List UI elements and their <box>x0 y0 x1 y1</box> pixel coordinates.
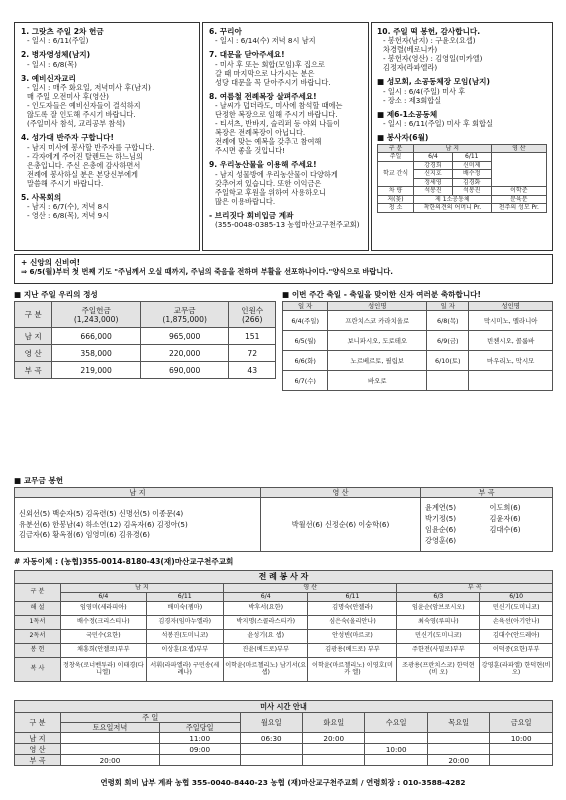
notices-column-1 <box>14 22 200 251</box>
table-row <box>15 328 276 345</box>
table-cell: 09:00 <box>159 744 240 755</box>
table-cell: 빈첸시오, 콜룸바 <box>469 331 553 351</box>
notice-title: 2. 병자영성체(남지) <box>21 50 91 60</box>
table-cell: 임영미(세라피아) <box>61 601 147 615</box>
saints-table <box>282 301 553 391</box>
table-row <box>283 331 553 351</box>
header-total: (1,875,000) <box>162 314 207 324</box>
table-cell: 심은숙(올리안나) <box>308 615 397 629</box>
date-header: 6/4 <box>61 592 147 601</box>
table-cell: 10:00 <box>365 744 427 755</box>
notice-title: 10. 주일 떡 봉헌, 감사합니다. <box>377 27 481 36</box>
col-header: 일 자 <box>283 302 328 311</box>
row-label: 차 량 <box>378 187 414 196</box>
notice-line: - 남지 : 6/7(수), 저녁 8시 <box>27 202 110 212</box>
saints-section <box>282 290 553 391</box>
table-row <box>15 615 553 629</box>
notice-title: 1. 그랏츠 주일 2차 헌금 <box>21 27 104 36</box>
table-cell: 민신기(도미니코) <box>480 601 553 615</box>
table-row <box>15 657 553 681</box>
col-header: 영 산 <box>491 144 546 153</box>
table-row <box>15 744 553 755</box>
table-cell: 이덕중(요한)부부 <box>480 643 553 657</box>
table-cell: 채흥희(안젤로)부부 <box>61 643 147 657</box>
notice-line: (355-0048-0385-13 농협마산교구천주교회) <box>215 220 360 230</box>
col-header: 영 산 <box>261 488 421 498</box>
table-row <box>15 629 553 643</box>
table-cell: 6/8(목) <box>427 311 469 331</box>
table-cell: 690,000 <box>140 362 229 379</box>
table-cell: 151 <box>229 328 276 345</box>
col-header <box>229 302 276 328</box>
table-cell: 박지명(스콜라스티카) <box>223 615 308 629</box>
table-cell <box>240 755 302 766</box>
donor-line: 김금자(6) 황옥점(6) 임영미(6) 김유경(6) <box>19 530 150 540</box>
table-cell: 6/4(주일) <box>283 311 328 331</box>
notice-line: 주일학교 후원을 위하여 사용하오니 <box>215 187 327 197</box>
table-cell: 임윤순(암브로시오) <box>397 601 480 615</box>
notice-title: 4. 성가대 반주자 구합니다! <box>21 133 114 143</box>
row-label: 봉 헌 <box>15 643 61 657</box>
date-header: 6/4 <box>223 592 308 601</box>
table-row <box>15 755 553 766</box>
table-cell: 11:00 <box>159 733 240 744</box>
table-cell <box>427 733 489 744</box>
table-cell: 강경희 <box>414 161 453 170</box>
notice-item <box>21 133 193 187</box>
table-cell: 프란치스코 카라치올로 <box>328 311 427 331</box>
notice-list <box>209 27 362 229</box>
table-cell: 6/10(토) <box>427 351 469 371</box>
notice-line: - 미사 후 또는 회합(모임)후 집으로 <box>215 59 325 69</box>
col-header: 금요일 <box>490 713 553 733</box>
notice-title: ■ 성모회, 소공동체장 모임(남지) <box>377 77 490 87</box>
table-cell: 43 <box>229 362 276 379</box>
section-title: ■ 지난 주일 우리의 정성 <box>14 290 98 299</box>
notice-line: - 일시 : 6/14(수) 저녁 8시 남지 <box>215 36 316 46</box>
table-cell: 손육선(아기안나) <box>480 615 553 629</box>
bugok-donors <box>421 498 553 552</box>
footer-account: 연령회 회비 납부 계좌 농협 355-0040-8440-23 농협 (재)마산교구천주교회 / 연령회장 : 010-3588-4282 <box>100 778 466 787</box>
volunteer-table <box>377 144 547 213</box>
notice-line: 전례에 맞는 예복을 갖추고 참여해 <box>215 137 322 147</box>
notices-column-3 <box>371 22 553 251</box>
table-cell: 6/6(화) <box>283 351 328 371</box>
table-cell: 국민수(요한) <box>61 629 147 643</box>
table-cell: 노르베르토, 필립보 <box>328 351 427 371</box>
table-cell: 06:30 <box>240 733 302 744</box>
notice-line: 주시면 좋을 것입니다! <box>215 146 285 156</box>
table-cell: 막시미노, 멜라니아 <box>469 311 553 331</box>
service-table <box>14 570 553 682</box>
notice-line: 전례에 봉사하실 분은 본당신부에게 <box>27 169 139 179</box>
table-cell: 신지호 <box>414 170 453 179</box>
table-cell: 배수정(크리스티나) <box>61 615 147 629</box>
row-label: 부 곡 <box>15 755 61 766</box>
notice-title: 3. 예비신자교리 <box>21 73 76 83</box>
notice-line: 차경렬(베로니카) <box>383 45 438 55</box>
row-label: 영 산 <box>15 345 52 362</box>
table-cell <box>303 744 365 755</box>
notice-line: - 티셔츠, 반바지, 슬리퍼 등 야외 나들이 <box>215 119 341 129</box>
table-cell: 6/5(월) <box>283 331 328 351</box>
table-cell: 조광용(프란치스코) 한덕현(비 오) <box>397 657 480 681</box>
donor-line: 유분선(6) 한봉남(4) 하소연(12) 김옥자(6) 김정아(5) <box>19 519 188 529</box>
col-header: 목요일 <box>427 713 489 733</box>
table-cell: 6/7(수) <box>283 371 328 391</box>
row-label: 1독서 <box>15 615 61 629</box>
table-cell <box>159 755 240 766</box>
header-total: (266) <box>241 314 263 324</box>
notice-line: - 일시 : 매주 화요일, 저녁미사 후(남지) <box>27 83 151 93</box>
table-cell <box>61 733 160 744</box>
donor-name: 강영훈(6) <box>425 535 457 545</box>
notice-title: 5. 사목회의 <box>21 192 62 202</box>
notice-line: - 일시 : 6/8(목) <box>27 59 77 69</box>
col-header: 토요일저녁 <box>61 723 160 733</box>
table-cell <box>365 755 427 766</box>
table-cell: 김광용(베드로) 부부 <box>308 643 397 657</box>
notice-line: - 인도자들은 예비신자들이 결석하지 <box>27 101 141 111</box>
notice-line: 말씀해 주시기 바랍니다. <box>27 178 104 188</box>
table-cell: 666,000 <box>52 328 141 345</box>
col-header: 영 산 <box>223 584 397 593</box>
service-section <box>14 570 553 682</box>
notice-line: - 봉헌자(영산) : 김영일(미카엘) <box>383 54 483 64</box>
notice-item <box>21 27 193 45</box>
col-header: 주일당일 <box>159 723 240 733</box>
notice-line: 김정자(라파엘라) <box>383 63 438 73</box>
notice-community <box>377 110 547 128</box>
table-cell: 문육분 <box>491 195 546 204</box>
date-header: 6/3 <box>397 592 480 601</box>
table-cell: 강영훈(라파엘) 한덕현(비 오) <box>480 657 553 681</box>
table-cell <box>61 744 160 755</box>
notice-10 <box>377 27 547 72</box>
table-cell: 358,000 <box>52 345 141 362</box>
gyomu-section <box>14 476 553 552</box>
donor-name: 임윤순(6) <box>425 524 457 534</box>
notice-item <box>21 193 193 220</box>
auto-transfer-account: # 자동이체 : (농협)355-0014-8180-43(재)마산교구천주교회 <box>14 557 234 566</box>
row-label: 주일 <box>378 153 414 162</box>
table-cell: 220,000 <box>140 345 229 362</box>
col-header: 구 분 <box>15 584 61 602</box>
table-row <box>15 345 276 362</box>
table-cell: 20:00 <box>303 733 365 744</box>
volunteer-title: ■ 봉사자(6월) <box>377 133 429 143</box>
table-row <box>283 371 553 391</box>
table-row <box>15 601 553 615</box>
row-label: 남 지 <box>15 733 61 744</box>
mass-table <box>14 700 553 766</box>
row-label: 남 지 <box>15 328 52 345</box>
donor-name: 윤계연(5) <box>425 503 457 513</box>
notice-item <box>209 27 362 45</box>
donor-name: 박기정(5) <box>425 514 457 524</box>
table-cell: 배수정 <box>452 170 491 179</box>
notices-column-2 <box>202 22 369 251</box>
namji-donors <box>15 498 261 552</box>
table-cell: 최숙영(루피나) <box>397 615 480 629</box>
table-cell: 마우리노, 막시모 <box>469 351 553 371</box>
notice-line: (주일미사 참석, 교리공부 참석) <box>27 119 126 129</box>
row-label: 2독서 <box>15 629 61 643</box>
gyomu-table <box>14 487 553 552</box>
notice-title: 7. 대문을 닫아주세요! <box>209 50 285 60</box>
section-title: ■ 교무금 봉헌 <box>14 476 64 485</box>
notice-line: - 장소 : 제3회합실 <box>383 95 442 105</box>
offering-table <box>14 301 276 379</box>
table-cell: 석봉진(도미니코) <box>146 629 223 643</box>
table-cell: 김경화 <box>452 178 491 187</box>
col-header <box>52 302 141 328</box>
table-cell: 진윤(베드로)부부 <box>223 643 308 657</box>
notice-item <box>209 50 362 86</box>
notice-line: 은총입니다. 주신 은총에 감사하면서 <box>27 160 141 170</box>
header-label: 교무금 <box>173 305 196 315</box>
table-cell: 김명숙(안젤라) <box>308 601 397 615</box>
offering-section <box>14 290 276 379</box>
table-cell: 20:00 <box>427 755 489 766</box>
table-row <box>15 362 276 379</box>
table-cell <box>427 371 469 391</box>
row-label: 부 곡 <box>15 362 52 379</box>
table-cell: 10:00 <box>490 733 553 744</box>
table-cell: 72 <box>229 345 276 362</box>
table-cell: 제 1소공동체 <box>414 195 492 204</box>
col-header: 부 곡 <box>397 584 553 593</box>
donor-name: 이도희(6) <box>489 503 521 513</box>
table-cell: 안성빈(마르코) <box>308 629 397 643</box>
notice-line: - 일시 : 6/4(주일) 미사 후 <box>383 86 466 96</box>
notice-line: - 영산 : 6/8(목), 저녁 9시 <box>27 211 110 221</box>
table-cell: 김경자(임마누엘라) <box>146 615 223 629</box>
notice-line: - 각자에게 주어진 탈렌트는 하느님의 <box>27 151 143 161</box>
table-cell: 윤성기(요 셉) <box>223 629 308 643</box>
notice-item <box>209 211 362 229</box>
header-label: 주일헌금 <box>81 305 111 315</box>
notice-line: - 일시 : 6/11(주일) 미사 후 회합실 <box>383 119 493 129</box>
notice-title: ■ 제6-1소공동체 <box>377 109 438 119</box>
col-header: 구 분 <box>15 713 61 733</box>
row-label: 복 사 <box>15 657 61 681</box>
table-cell <box>240 744 302 755</box>
mass-title: 미사 시간 안내 <box>15 701 553 713</box>
notice-line: - 남지 미사에 봉사할 반주자를 구합니다. <box>27 142 155 152</box>
date-header: 6/11 <box>146 592 223 601</box>
table-cell: 서휘(라파엘라) 구민송(세례나) <box>146 657 223 681</box>
col-header: 성인명 <box>328 302 427 311</box>
table-row <box>15 733 553 744</box>
header-label: 인원수 <box>241 305 264 315</box>
notice-item <box>209 92 362 155</box>
date-header: 6/11 <box>308 592 397 601</box>
table-cell <box>303 755 365 766</box>
table-cell: 주한전(사밀로)부부 <box>397 643 480 657</box>
notice-line: 단정한 복장으로 임해 주시기 바랍니다. <box>215 110 338 120</box>
table-cell: 6/9(금) <box>427 331 469 351</box>
col-header: 남 지 <box>15 488 261 498</box>
row-label: 학교 간식 <box>378 161 414 187</box>
row-label: 청 소 <box>378 204 414 213</box>
table-cell: 보니파시오, 도로테오 <box>328 331 427 351</box>
notice-line: 갈 때 마지막으로 나가시는 분은 <box>215 68 315 78</box>
table-cell <box>490 744 553 755</box>
notice-line: - 날씨가 덥더라도, 미사에 참석할 때에는 <box>215 101 343 111</box>
col-header: 월요일 <box>240 713 302 733</box>
notice-text: ⇒ 6/5(월)부터 첫 번째 기도 "주님께서 오실 때까지, 주님의 죽음을 전하며 부활을 선포하나이다."양식으로 바랍니다. <box>21 267 393 277</box>
table-cell: 민신기(도미니코) <box>397 629 480 643</box>
table-cell: 석봉진 <box>414 187 453 196</box>
table-cell <box>490 755 553 766</box>
donor-name: 김윤자(6) <box>489 514 521 524</box>
donor-name: 김대수(6) <box>489 524 521 534</box>
table-cell: 바오로 <box>328 371 427 391</box>
table-row <box>283 351 553 371</box>
mass-section <box>14 700 553 766</box>
col-header: 화요일 <box>303 713 365 733</box>
notice-item <box>21 50 193 68</box>
table-cell: 이학윤(마르첼리노) 이영호(미 카 엘) <box>308 657 397 681</box>
table-cell: 219,000 <box>52 362 141 379</box>
notice-item <box>21 74 193 128</box>
notice-line: 성당 대문을 꼭 닫아주시기 바랍니다. <box>215 77 331 87</box>
table-cell: 이학윤(마르첼리노) 남기서(요 셉) <box>223 657 308 681</box>
date-cell: 6/4 <box>414 153 453 162</box>
col-header <box>140 302 229 328</box>
table-cell: 이학준 <box>491 187 546 196</box>
empty-cell <box>491 153 546 187</box>
notice-line: - 남지 성물방에 우리농산물이 다양하게 <box>215 169 338 179</box>
table-row <box>15 643 553 657</box>
table-cell <box>469 371 553 391</box>
notice-list <box>21 27 193 220</box>
notice-heading: + 신앙의 신비여! <box>21 258 81 267</box>
date-cell: 6/11 <box>452 153 491 162</box>
table-cell: 박후서(요한) <box>223 601 308 615</box>
table-cell <box>427 744 489 755</box>
table-cell <box>365 733 427 744</box>
col-header: 부 곡 <box>421 488 553 498</box>
notice-title: 6. 꾸리아 <box>209 27 242 36</box>
table-cell: 정창욱(로너벤투라) 이태경(다니엘) <box>61 657 147 681</box>
notice-title: 9. 우리농산물을 이용해 주세요! <box>209 160 317 170</box>
date-header: 6/10 <box>480 592 553 601</box>
table-cell: 이상훈(요셉)부부 <box>146 643 223 657</box>
table-cell: 20:00 <box>61 755 160 766</box>
table-cell: 석봉진 <box>452 187 491 196</box>
col-header: 남 지 <box>414 144 492 153</box>
notice-title: - 브리짓다 회비입금 계좌 <box>209 210 294 220</box>
notice-line: 않도록 잘 인도해 주시기 바랍니다. <box>27 110 136 120</box>
row-label: 해 설 <box>15 601 61 615</box>
notice-line: - 일시 : 6/11(주일) <box>27 36 89 46</box>
col-header: 남 지 <box>61 584 224 593</box>
header-total: (1,243,000) <box>73 314 119 324</box>
col-header: 일 자 <box>427 302 469 311</box>
table-cell: 정세영 <box>414 178 453 187</box>
section-title: ■ 이번 주간 축일 - 축일을 맞이한 신자 여러분 축하합니다! <box>282 290 481 299</box>
notice-line: - 봉헌자(남지) : 구윤오(요셉) <box>383 36 476 46</box>
notice-line: 많은 이용바랍니다. <box>215 196 276 206</box>
notice-item <box>209 160 362 205</box>
row-label: 저(꽃) <box>378 195 414 204</box>
notice-line: 복장은 전례복장이 아닙니다. <box>215 128 306 138</box>
col-header: 구 분 <box>15 302 52 328</box>
col-header: 성인명 <box>469 302 553 311</box>
table-cell: 김대수(안드레아) <box>480 629 553 643</box>
table-cell: 신미제 <box>452 161 491 170</box>
service-title: 전 례 봉 사 자 <box>15 571 553 584</box>
table-cell: 착한의견의 어머니 Pr. <box>414 204 492 213</box>
row-label: 영 산 <box>15 744 61 755</box>
yeongsan-donors: 박월선(6) 신정순(6) 이숭학(6) <box>261 498 421 552</box>
col-header: 구 분 <box>378 144 414 153</box>
col-header: 수요일 <box>365 713 427 733</box>
table-cell: 배미숙(젬마) <box>146 601 223 615</box>
table-cell: 965,000 <box>140 328 229 345</box>
table-row <box>283 311 553 331</box>
donor-line: 신외선(5) 백순자(5) 김옥련(5) 신명선(5) 이종문(4) <box>19 508 184 518</box>
table-cell: 천주의 성모 Pr. <box>491 204 546 213</box>
notice-title: 8. 여름철 전례복장 살펴주세요! <box>209 91 317 101</box>
notice-line: 매 주일 오전미사 후(영산) <box>27 92 109 102</box>
col-header: 주 일 <box>61 713 241 723</box>
faith-notice <box>14 254 553 284</box>
notice-meeting <box>377 77 547 104</box>
notice-line: 갖추어져 있습니다. 또한 이익금은 <box>215 178 322 188</box>
